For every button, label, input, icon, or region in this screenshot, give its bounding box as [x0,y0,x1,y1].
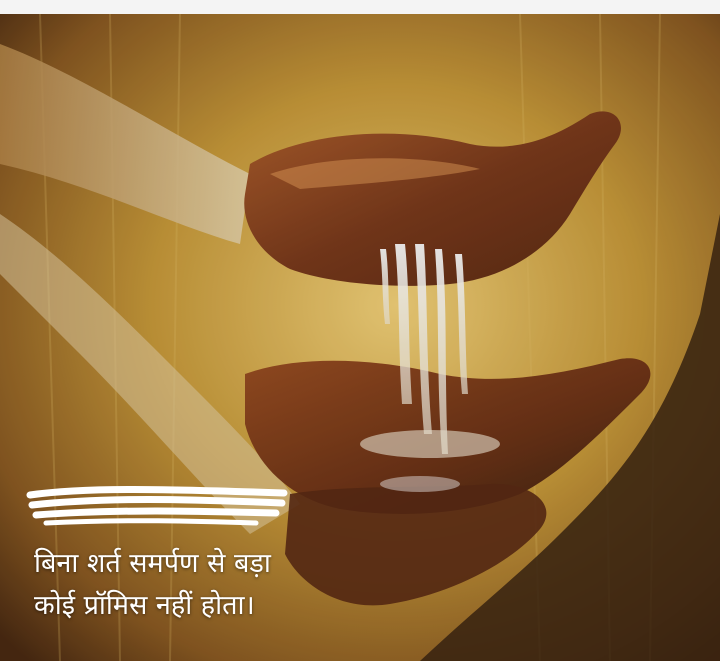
caption-line-1: बिना शर्त समर्पण से बड़ा [34,548,271,579]
caption-line-2: कोई प्रॉमिस नहीं होता। [34,590,255,621]
caption-text [34,543,271,627]
top-white-strip [0,0,720,14]
scribble-redaction [26,483,288,529]
